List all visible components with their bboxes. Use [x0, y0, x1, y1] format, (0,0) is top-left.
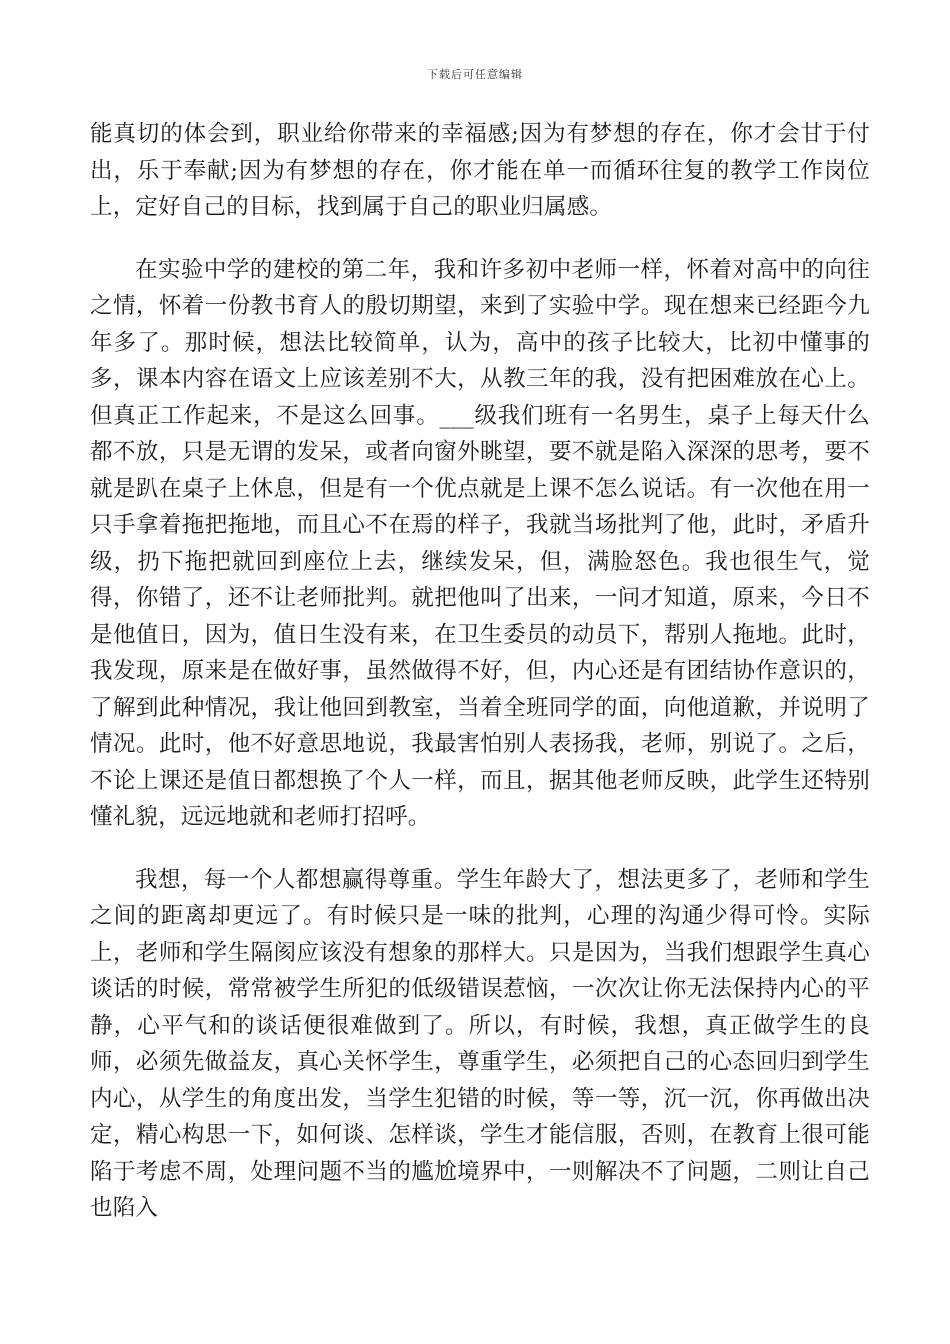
paragraph-reflection: 我想，每一个人都想赢得尊重。学生年龄大了，想法更多了，老师和学生之间的距离却更远了。有时候只是一味的批判，心理的沟通少得可怜。实际上，老师和学生隔阂应该没有想象的那样大。只是因为，当我们想跟学生真心谈话的时候，常常被学生所犯的低级错误惹恼，一次次让你无法保持内心的平静，心平气和的谈话便很难做到了。所以，有时候，我想，真正做学生的良师，必须先做益友，真心关怀学生，尊重学生，必须把自己的心态回归到学生内心，从学生的角度出发，当学生犯错的时候，等一等，沉一沉，你再做出决定，精心构思一下，如何谈、怎样谈，学生才能信服，否则，在教育上很可能陷于考虑不周，处理问题不当的尴尬境界中，一则解决不了问题，二则让自己也陷入 — [90, 866, 870, 1221]
document-body — [90, 116, 870, 1253]
header-note: 下载后可任意编辑 — [427, 68, 523, 81]
paragraph-experience: 在实验中学的建校的第二年，我和许多初中老师一样，怀着对高中的向往之情，怀着一份教书育人的殷切期望，来到了实验中学。现在想来已经距今九年多了。那时候，想法比较简单，认为，高中的孩子比较大，比初中懂事的多，课本内容在语文上应该差别不大，从教三年的我，没有把困难放在心上。但真正工作起来，不是这么回事。___级我们班有一名男生，桌子上每天什么都不放，只是无谓的发呆，或者向窗外眺望，要不就是陷入深深的思考，要不就是趴在桌子上休息，但是有一个优点就是上课不怎么说话。有一次他在用一只手拿着拖把拖地，而且心不在焉的样子，我就当场批判了他，此时，矛盾升级，扔下拖把就回到座位上去，继续发呆，但，满脸怒色。我也很生气，觉得，你错了，还不让老师批判。就把他叫了出来，一问才知道，原来，今日不是他值日，因为，值日生没有来，在卫生委员的动员下，帮别人拖地。此时，我发现，原来是在做好事，虽然做得不好，但，内心还是有团结协作意识的，了解到此种情况，我让他回到教室，当着全班同学的面，向他道歉，并说明了情况。此时，他不好意思地说，我最害怕别人表扬我，老师，别说了。之后，不论上课还是值日都想换了个人一样，而且，据其他老师反映，此学生还特别懂礼貌，远远地就和老师打招呼。 — [90, 256, 870, 830]
paragraph-continuation: 能真切的体会到，职业给你带来的幸福感;因为有梦想的存在，你才会甘于付出，乐于奉献;因为有梦想的存在，你才能在单一而循环往复的教学工作岗位上，定好自己的目标，找到属于自己的职业归属感。 — [90, 121, 870, 220]
